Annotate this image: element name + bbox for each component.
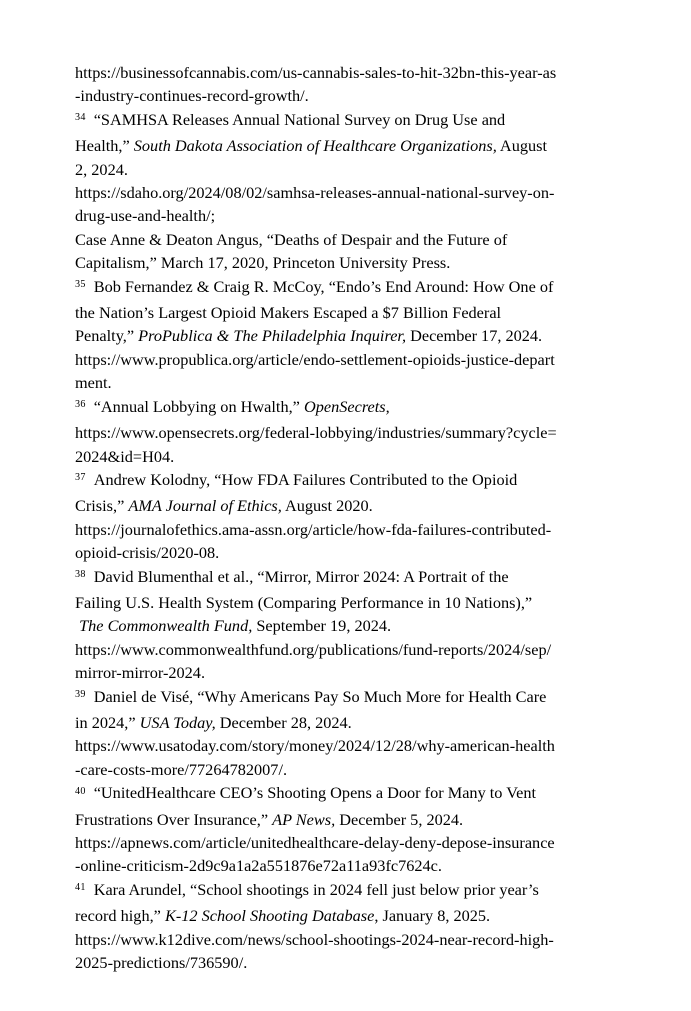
text-run: August 2020. [281, 496, 373, 516]
text-line [75, 614, 621, 637]
text-line [75, 565, 621, 591]
footnote-marker: 38 [75, 568, 86, 580]
text-run: -online-criticism-2d9c9a1a2a551876e72a11a93fc7624c. [75, 856, 442, 876]
text-run: Crisis,” [75, 496, 129, 516]
text-line [75, 878, 621, 904]
text-line [75, 108, 621, 134]
text-line [75, 781, 621, 807]
text-line [75, 371, 621, 394]
text-run: https://sdaho.org/2024/08/02/samhsa-releases-annual-national-survey-on- [75, 183, 555, 203]
text-line [75, 445, 621, 468]
italic-text-run: OpenSecrets, [303, 396, 390, 416]
text-run: , January 8, 2025. [374, 906, 491, 926]
italic-text-run: ProPublica & The Philadelphia Inquirer, [138, 326, 407, 346]
text-run: https://journalofethics.ama-assn.org/article/how-fda-failures-contributed- [75, 519, 552, 539]
text-line [75, 758, 621, 781]
text-run: Kara Arundel, “School shootings in 2024 fell just below prior year’s [93, 879, 539, 899]
footnote-marker: 37 [75, 472, 86, 484]
text-run: https://www.usatoday.com/story/money/2024/12/28/why-american-health [75, 736, 555, 756]
text-line [75, 84, 621, 107]
text-line [75, 324, 621, 347]
text-run: https://www.propublica.org/article/endo-settlement-opioids-justice-depart [75, 349, 555, 369]
text-run: December 28, 2024. [215, 712, 352, 732]
text-line [75, 711, 621, 734]
text-line [75, 951, 621, 974]
text-run: 2, 2024. [75, 159, 128, 179]
text-run: https://businessofcannabis.com/us-cannabis-sales-to-hit-32bn-this-year-as [75, 63, 557, 82]
text-run: Penalty,” [75, 326, 139, 346]
text-line [75, 494, 621, 517]
footnote-marker: 41 [75, 882, 86, 894]
text-line [75, 204, 621, 227]
italic-text-run: AP News, [272, 809, 336, 829]
text-run: https://www.opensecrets.org/federal-lobbying/industries/summary?cycle= [75, 423, 557, 443]
text-line [75, 134, 621, 157]
text-run: August [496, 136, 547, 156]
text-line [75, 181, 621, 204]
text-line [75, 734, 621, 757]
text-line [75, 904, 621, 927]
text-line [75, 395, 621, 421]
text-line [75, 661, 621, 684]
footnote-39 [75, 685, 621, 782]
text-run: Andrew Kolodny, “How FDA Failures Contributed to the Opioid [93, 469, 518, 489]
footnote-continuation [75, 61, 621, 108]
footnote-marker: 35 [75, 279, 86, 291]
text-line [75, 808, 621, 831]
text-line [75, 348, 621, 371]
text-line [75, 831, 621, 854]
footnote-34 [75, 108, 621, 275]
text-run: Failing U.S. Health System (Comparing Performance in 10 Nations),” [75, 592, 533, 612]
text-line [75, 928, 621, 951]
text-run: https://apnews.com/article/unitedhealthcare-delay-deny-depose-insurance [75, 833, 555, 852]
text-line [75, 158, 621, 181]
text-run: the Nation’s Largest Opioid Makers Escaped a $7 Billion Federal [75, 303, 502, 323]
text-line [75, 421, 621, 444]
text-run: Daniel de Visé, “Why Americans Pay So Much More for Health Care [93, 686, 547, 706]
footnote-marker: 34 [75, 112, 86, 124]
text-line [75, 251, 621, 274]
text-line [75, 301, 621, 324]
italic-text-run: K-12 School Shooting Database [164, 906, 375, 926]
footnote-marker: 36 [75, 399, 86, 411]
italic-text-run: South Dakota Association of Healthcare Organizations, [133, 136, 497, 156]
footnote-marker: 39 [75, 689, 86, 701]
text-run: December 5, 2024. [335, 809, 464, 829]
text-run: drug-use-and-health/; [75, 206, 216, 226]
text-run: -care-costs-more/77264782007/. [75, 759, 288, 779]
text-line [75, 541, 621, 564]
text-run: Bob Fernandez & Craig R. McCoy, “Endo’s End Around: How One of [93, 276, 554, 296]
text-run: September 19, 2024. [252, 616, 392, 636]
text-run: Case Anne & Deaton Angus, “Deaths of Despair and the Future of [75, 229, 508, 249]
text-run: https://www.k12dive.com/news/school-shootings-2024-near-record-high- [75, 929, 554, 949]
text-run: “Annual Lobbying on Hwalth,” [93, 396, 304, 416]
text-run: https://www.commonwealthfund.org/publications/fund-reports/2024/sep/ [75, 639, 552, 659]
footnote-41 [75, 878, 621, 975]
text-run: “SAMHSA Releases Annual National Survey on Drug Use and [93, 109, 506, 129]
footnote-36 [75, 395, 621, 468]
text-run: 2024&id=H04. [75, 446, 175, 466]
text-run: 2025-predictions/736590/. [75, 953, 248, 973]
text-line [75, 275, 621, 301]
text-run: December 17, 2024. [406, 326, 543, 346]
footnote-35 [75, 275, 621, 395]
text-run: “UnitedHealthcare CEO’s Shooting Opens a Door for Many to Vent [93, 783, 537, 803]
footnote-40 [75, 781, 621, 878]
footnote-37 [75, 468, 621, 565]
text-run: mirror-mirror-2024. [75, 663, 206, 683]
text-line [75, 591, 621, 614]
text-line [75, 228, 621, 251]
text-run: David Blumenthal et al., “Mirror, Mirror 2024: A Portrait of the [93, 566, 509, 586]
text-run: Health,” [75, 136, 134, 156]
text-run: ment. [75, 373, 112, 393]
text-line [75, 468, 621, 494]
text-run: record high,” [75, 906, 165, 926]
text-run: -industry-continues-record-growth/. [75, 86, 309, 106]
text-line [75, 61, 621, 84]
text-run: Capitalism,” March 17, 2020, Princeton University Press. [75, 253, 451, 273]
text-line [75, 518, 621, 541]
footnote-marker: 40 [75, 785, 86, 797]
italic-text-run: USA Today, [139, 712, 216, 732]
text-line [75, 685, 621, 711]
text-run: opioid-crisis/2020-08. [75, 543, 220, 563]
text-run: in 2024,” [75, 712, 140, 732]
text-run: Frustrations Over Insurance,” [75, 809, 273, 829]
footnote-38 [75, 565, 621, 685]
text-line [75, 638, 621, 661]
italic-text-run: AMA Journal of Ethics, [128, 496, 282, 516]
text-line [75, 854, 621, 877]
document-content [75, 61, 621, 974]
italic-text-run: The Commonwealth Fund, [75, 616, 253, 636]
